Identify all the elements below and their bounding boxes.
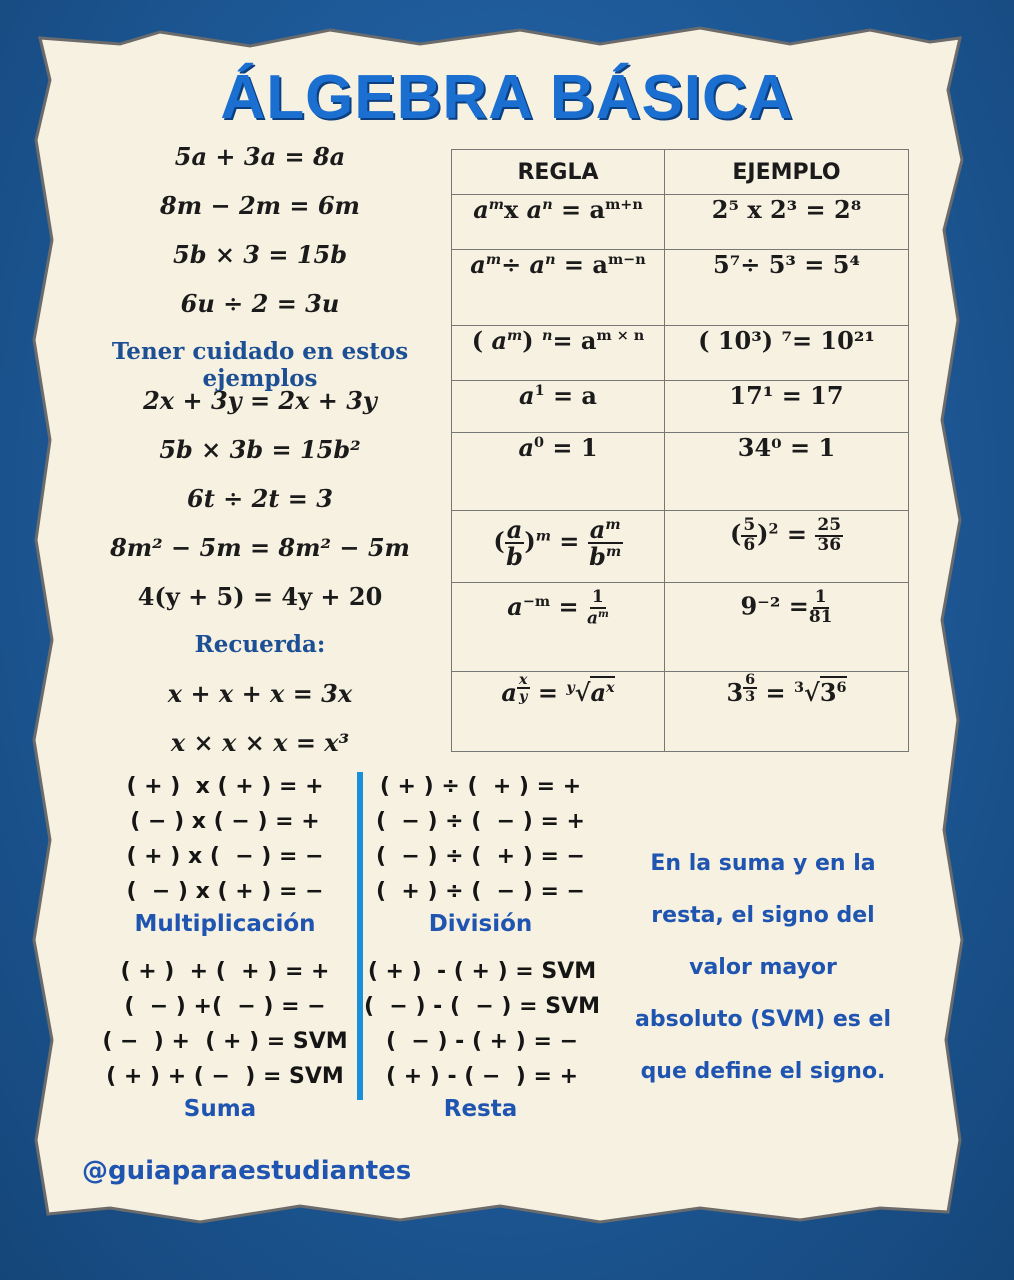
rule-negative-exponent: $a^{-m}$ = $\frac{1}{a^m}$ (452, 583, 665, 672)
divider-bar (357, 772, 363, 1100)
example-fraction-power: ( $\frac{5}{6}$ )$^2$ = $\frac{25}{36}$ (665, 511, 909, 583)
rule-zero: $a^0 = 1$ (452, 433, 665, 511)
example-negative-base: 9⁻² = (740, 591, 809, 621)
table-header-rule: REGLA (452, 150, 665, 195)
sub-rule: ( + ) - ( + ) = SVM (367, 959, 597, 984)
example-fractional-exponent: 3 $^{\frac{6}{3}}$ = $^3√3^6$ (665, 672, 909, 752)
equation: 5a + 3a = 8a (174, 142, 346, 171)
sub-rule: ( + ) - ( − ) = + (385, 1064, 579, 1089)
svm-note-line: valor mayor (689, 955, 837, 980)
multiplication-label: Multiplicación (134, 911, 316, 937)
example-quotient: 5⁷÷ 5³ = 5⁴ (665, 250, 909, 326)
equation: x × x × x = x³ (170, 728, 350, 757)
division-label: División (428, 911, 533, 937)
example-product: 2⁵ x 2³ = 2⁸ (665, 195, 909, 250)
rule-fraction-power: ( $\frac{a}{b}$ )$^m$ = $\frac{a^m}{b^m}$ (452, 511, 665, 583)
equation: 8m − 2m = 6m (160, 191, 360, 220)
example-negative-exponent: 9⁻² = $\frac{1}{81}$ (665, 583, 909, 672)
equation: 2x + 3y = 2x + 3y (143, 386, 377, 415)
sub-rule: ( − ) - ( + ) = − (385, 1029, 579, 1054)
sub-rule: ( − ) - ( − ) = SVM (363, 994, 600, 1019)
equation: 5b × 3 = 15b (173, 240, 347, 269)
table-header-example: EJEMPLO (665, 150, 909, 195)
svm-note-line: resta, el signo del (651, 903, 875, 928)
page-title: ÁLGEBRA BÁSICA (220, 63, 794, 132)
div-rule: ( + ) ÷ ( − ) = − (376, 879, 585, 904)
rule-power: ( $a^m$) $^n= a^{m \times n}$ (452, 326, 665, 381)
rule-fractional-exponent: a $^{\frac{x}{y}}$ = $^y√a^x$ (452, 672, 665, 752)
div-rule: ( + ) ÷ ( + ) = + (379, 774, 582, 799)
remember-note: Recuerda: (194, 631, 326, 658)
equation: 6t ÷ 2t = 3 (187, 484, 333, 513)
equation: x + x + x = 3x (167, 679, 353, 708)
equation: 6u ÷ 2 = 3u (180, 289, 340, 318)
svm-note-line: absoluto (SVM) es el (635, 1007, 891, 1032)
mult-rule: ( + ) x ( + ) = + (126, 774, 324, 799)
svm-note (618, 838, 908, 1098)
svm-note-line: que define el signo. (640, 1059, 886, 1084)
equation: 5b × 3b = 15b² (159, 435, 361, 464)
sum-rule: ( − ) + ( + ) = SVM (102, 1029, 348, 1054)
exponent-rules-table (451, 149, 909, 752)
sum-label: Suma (183, 1096, 257, 1122)
sum-rule: ( + ) + ( + ) = + (120, 959, 330, 984)
careful-note: Tener cuidado en estos ejemplos (111, 338, 409, 392)
div-rule: ( − ) ÷ ( − ) = + (376, 809, 585, 834)
rule-one: $a^1 = a$ (452, 381, 665, 433)
mult-rule: ( − ) x ( − ) = + (130, 809, 320, 834)
svm-note-line: En la suma y en la (650, 851, 876, 876)
mult-rule: ( − ) x ( + ) = − (126, 879, 324, 904)
sum-rule: ( − ) +( − ) = − (124, 994, 326, 1019)
example-zero: 34⁰ = 1 (665, 433, 909, 511)
subtraction-label: Resta (443, 1096, 518, 1122)
example-power: ( 10³) ⁷= 10²¹ (665, 326, 909, 381)
sum-rule: ( + ) + ( − ) = SVM (106, 1064, 344, 1089)
equation: 8m² − 5m = 8m² − 5m (110, 533, 410, 562)
div-rule: ( − ) ÷ ( + ) = − (376, 844, 585, 869)
author-handle: @guiaparaestudiantes (82, 1156, 412, 1186)
rule-quotient: $a^m\div a^n = a^{m-n}$ (452, 250, 665, 326)
equation: 4(y + 5) = 4y + 20 (137, 582, 383, 611)
rule-product: $a^mx$ $a^n = a^{m+n}$ (452, 195, 665, 250)
example-one: 17¹ = 17 (665, 381, 909, 433)
mult-rule: ( + ) x ( − ) = − (126, 844, 324, 869)
